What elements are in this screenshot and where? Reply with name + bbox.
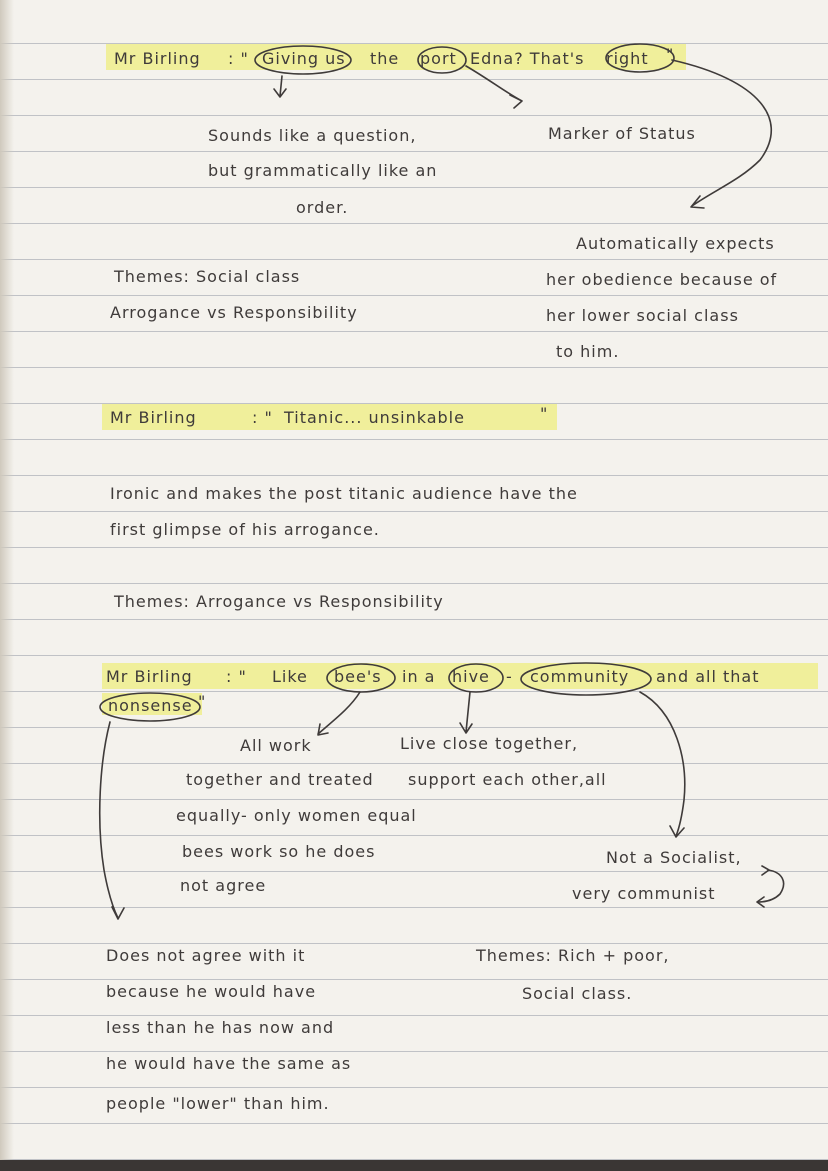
quote-3-part-like: Like bbox=[272, 667, 308, 686]
note-hive-line-1: Live close together, bbox=[400, 734, 579, 753]
note-bees-line-5: not agree bbox=[180, 876, 267, 895]
note-marker-of-status: Marker of Status bbox=[548, 124, 696, 143]
quote-1-part-port: port bbox=[420, 49, 457, 68]
quote-1-speaker: Mr Birling bbox=[114, 49, 201, 68]
quote-1-part-giving-us: Giving us bbox=[262, 49, 346, 68]
themes-line-1: Themes: Social class bbox=[114, 267, 301, 286]
note-bees-line-1: All work bbox=[240, 736, 312, 755]
arrow-hive-to-note bbox=[460, 692, 472, 733]
page-bottom-edge bbox=[0, 1160, 828, 1171]
colon-mark: : " bbox=[228, 49, 249, 68]
circle-community bbox=[521, 663, 651, 695]
note-bees-line-4: bees work so he does bbox=[182, 842, 376, 861]
circle-giving-us bbox=[255, 46, 351, 74]
quote-1-part-edna: Edna? That's bbox=[470, 49, 585, 68]
note-bees-line-2: together and treated bbox=[186, 770, 374, 789]
circle-nonsense bbox=[100, 693, 200, 721]
colon-mark: : " bbox=[252, 408, 273, 427]
quote-3-part-dash: - bbox=[506, 667, 513, 686]
note-expects-line-1: Automatically expects bbox=[576, 234, 775, 253]
themes-line-2: Arrogance vs Responsibility bbox=[110, 303, 358, 322]
quote-2-speaker: Mr Birling bbox=[110, 408, 197, 427]
arrow-community-to-socialist bbox=[640, 692, 685, 837]
circle-port bbox=[418, 47, 466, 73]
quote-1-part-right: right bbox=[606, 49, 649, 68]
note-socialist-line-2: very communist bbox=[572, 884, 716, 903]
themes-arrogance: Themes: Arrogance vs Responsibility bbox=[114, 592, 444, 611]
closing-quote-mark: " bbox=[540, 404, 549, 423]
themes-rich-poor: Themes: Rich + poor, bbox=[476, 946, 670, 965]
note-disagree-line-5: people "lower" than him. bbox=[106, 1094, 330, 1113]
note-expects-line-3: her lower social class bbox=[546, 306, 739, 325]
closing-quote-mark: " bbox=[198, 692, 207, 711]
colon-mark: : " bbox=[226, 667, 247, 686]
note-disagree-line-1: Does not agree with it bbox=[106, 946, 306, 965]
circle-right bbox=[606, 44, 674, 72]
note-question-line-1: Sounds like a question, bbox=[208, 126, 417, 145]
note-question-line-3: order. bbox=[296, 198, 349, 217]
quote-2-text: Titanic... unsinkable bbox=[284, 408, 465, 427]
arrow-bees-to-note bbox=[318, 692, 360, 735]
quote-3-part-hive: hive bbox=[452, 667, 490, 686]
quote-1-part-the: the bbox=[370, 49, 400, 68]
note-bees-line-3: equally- only women equal bbox=[176, 806, 417, 825]
quote-3-part-nonsense: nonsense bbox=[108, 696, 193, 715]
note-ironic-line-2: first glimpse of his arrogance. bbox=[110, 520, 380, 539]
arrow-giving-down bbox=[274, 76, 286, 97]
note-ironic-line-1: Ironic and makes the post titanic audience have the bbox=[110, 484, 578, 503]
quote-3-speaker: Mr Birling bbox=[106, 667, 193, 686]
arrow-right-to-expects bbox=[672, 60, 771, 208]
themes-social-class: Social class. bbox=[522, 984, 633, 1003]
circle-hive bbox=[449, 664, 503, 692]
note-expects-line-4: to him. bbox=[556, 342, 620, 361]
arrow-nonsense-to-disagree bbox=[100, 722, 124, 919]
note-question-line-2: but grammatically like an bbox=[208, 161, 438, 180]
note-socialist-line-1: Not a Socialist, bbox=[606, 848, 742, 867]
arrow-port-to-marker bbox=[466, 66, 522, 108]
note-disagree-line-3: less than he has now and bbox=[106, 1018, 335, 1037]
quote-3-part-community: community bbox=[530, 667, 630, 686]
circle-bees bbox=[327, 664, 395, 692]
note-expects-line-2: her obedience because of bbox=[546, 270, 778, 289]
note-disagree-line-2: because he would have bbox=[106, 982, 317, 1001]
quote-3-part-in-a: in a bbox=[402, 667, 436, 686]
closing-quote-mark: " bbox=[666, 45, 675, 64]
quote-3-part-and-all-that: and all that bbox=[656, 667, 760, 686]
quote-3-part-bees: bee's bbox=[334, 667, 382, 686]
note-hive-line-2: support each other,all bbox=[408, 770, 607, 789]
note-disagree-line-4: he would have the same as bbox=[106, 1054, 352, 1073]
